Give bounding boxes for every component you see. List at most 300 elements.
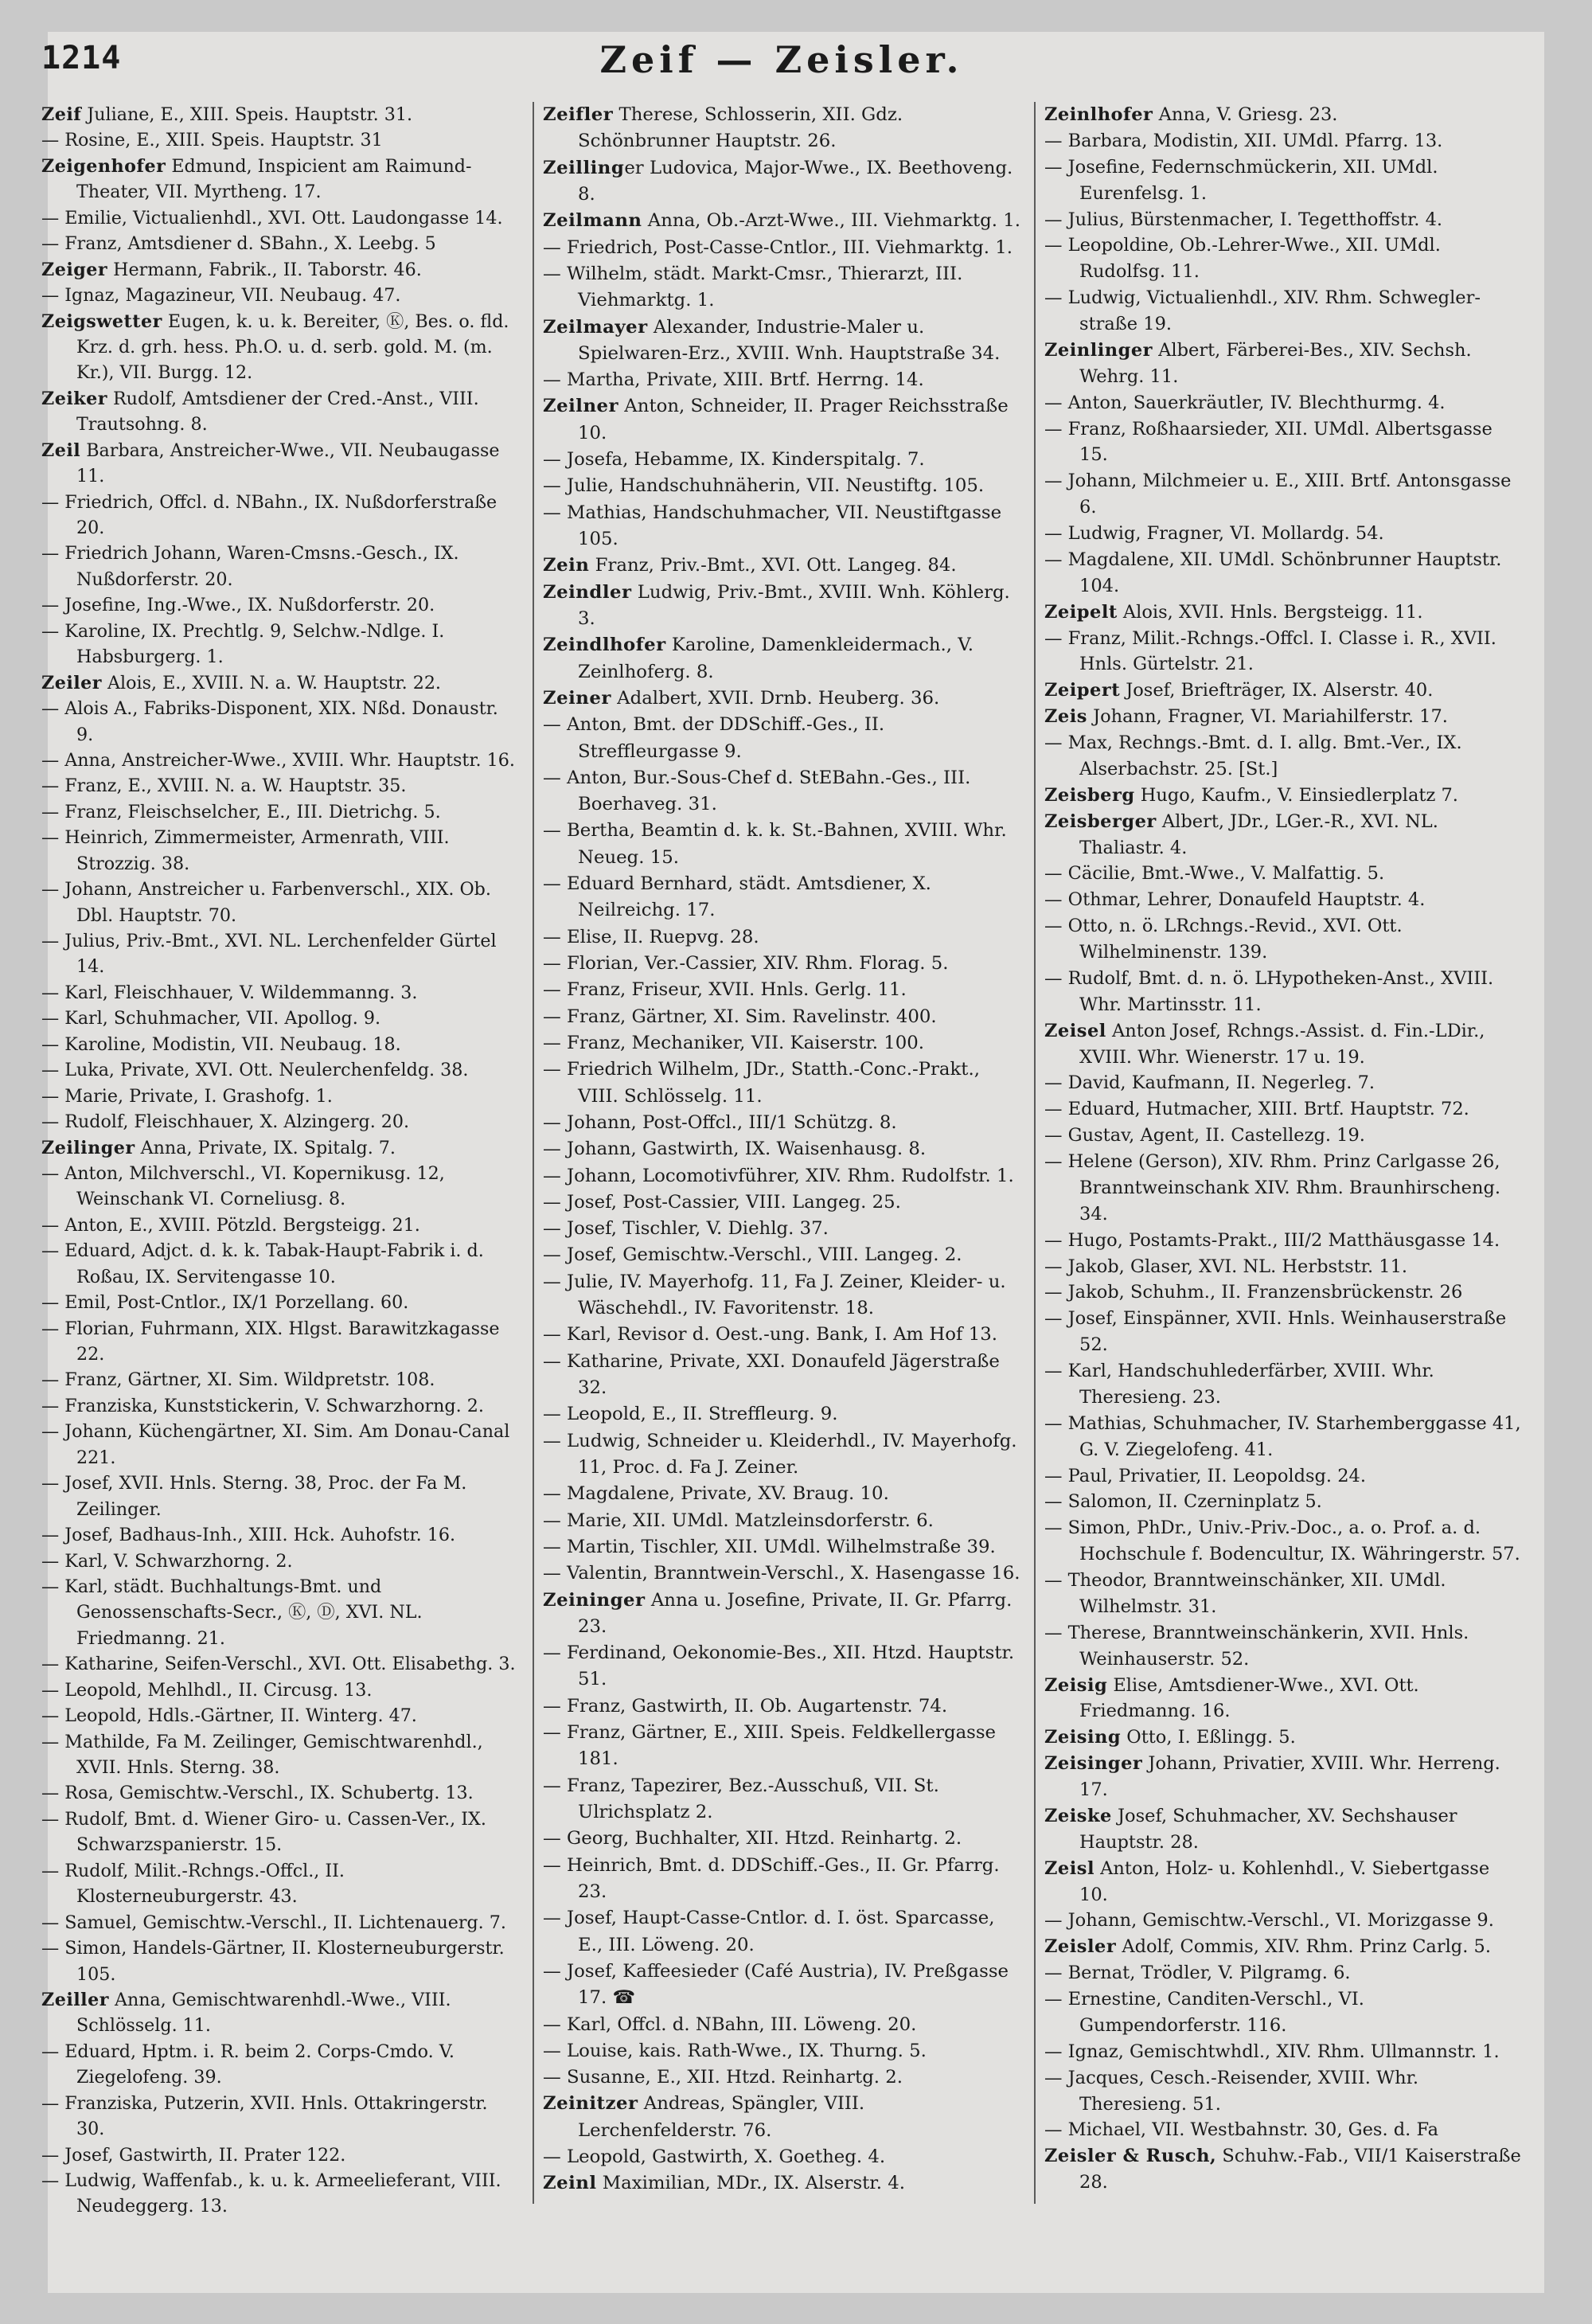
- entry-surname: Zeis: [1044, 706, 1087, 728]
- entry-text: Anton, Holz- u. Kohlenhdl., V. Siebertgasse 10.: [1079, 1857, 1490, 1905]
- entry-text: — Alois A., Fabriks-Disponent, XIX. Nßd. Donaustr. 9.: [41, 698, 498, 745]
- entry-text: — Rudolf, Milit.-Rchngs.-Offcl., II. Klosterneuburgerstr. 43.: [41, 1860, 345, 1908]
- directory-entry: [1044, 913, 1524, 966]
- entry-text: — Magdalene, XII. UMdl. Schönbrunner Hauptstr. 104.: [1044, 549, 1502, 596]
- entry-text: — Franz, Milit.-Rchngs.-Offcl. I. Classe i. R., XVII. Hnls. Gürtelstr. 21.: [1044, 627, 1496, 675]
- directory-entry: [41, 283, 521, 308]
- entry-text: Albert, JDr., LGer.-R., XVI. NL. Thaliastr. 4.: [1079, 810, 1438, 858]
- entry-text: — Jakob, Glaser, XVI. NL. Herbststr. 11.: [1044, 1256, 1408, 1277]
- entry-text: — Karl, städt. Buchhaltungs-Bmt. und Genossenschafts-Secr., Ⓚ, Ⓓ, XVI. NL. Friedmanng. 21.: [41, 1576, 423, 1649]
- entry-surname: Zeif: [41, 104, 82, 125]
- directory-entry: [41, 154, 521, 205]
- entry-text: — Eduard, Hutmacher, XIII. Brtf. Hauptstr. 72.: [1044, 1099, 1469, 1120]
- entry-text: — Rudolf, Bmt. d. Wiener Giro- u. Cassen-Ver., IX. Schwarzspanierstr. 15.: [41, 1808, 486, 1856]
- entry-text: — Susanne, E., XII. Htzd. Reinhartg. 2.: [543, 2067, 903, 2088]
- entry-text: Hugo, Kaufm., V. Einsiedlerplatz 7.: [1134, 784, 1458, 806]
- directory-entry: [41, 670, 521, 696]
- entry-surname: Zeiske: [1044, 1805, 1112, 1826]
- entry-text: — Franz, Gärtner, XI. Sim. Wildpretstr. 108.: [41, 1369, 435, 1391]
- entry-text: — Leopold, E., II. Streffleurg. 9.: [543, 1404, 838, 1425]
- directory-entry: [41, 1729, 521, 1781]
- directory-entry: [543, 2091, 1022, 2144]
- directory-entry: [1044, 1149, 1524, 1228]
- entry-text: — Salomon, II. Czerninplatz 5.: [1044, 1491, 1322, 1513]
- directory-entry: [1044, 154, 1524, 207]
- directory-entry: [41, 1161, 521, 1213]
- directory-entry: [1044, 2143, 1524, 2196]
- entry-text: — Franz, Amtsdiener d. SBahn., X. Leebg. 5: [41, 233, 436, 255]
- entry-text: — Anna, Anstreicher-Wwe., XVIII. Whr. Hauptstr. 16.: [41, 749, 515, 771]
- directory-entry: [41, 1316, 521, 1368]
- directory-entry: [1044, 1463, 1524, 1490]
- directory-entry: [1044, 704, 1524, 730]
- directory-entry: [41, 309, 521, 386]
- directory-entry: [41, 825, 521, 877]
- directory-entry: [543, 924, 1022, 951]
- directory-entry: [41, 205, 521, 231]
- entry-surname: Zeiker: [41, 388, 107, 409]
- directory-entry: [1044, 390, 1524, 416]
- directory-entry: [1044, 730, 1524, 783]
- directory-entry: [543, 500, 1022, 553]
- directory-entry: [41, 1651, 521, 1677]
- entry-text: — Ernestine, Canditen-Verschl., VI. Gumpendorferstr. 116.: [1044, 1989, 1364, 2036]
- directory-entry: [41, 1935, 521, 1987]
- directory-entry: [1044, 416, 1524, 469]
- entry-text: — Martha, Private, XIII. Brtf. Herrng. 14.: [543, 369, 924, 391]
- directory-entry: [1044, 678, 1524, 704]
- entry-text: — Karl, Revisor d. Oest.-ung. Bank, I. Am Hof 13.: [543, 1324, 997, 1346]
- entry-text: — Heinrich, Bmt. d. DDSchiff.-Ges., II. Gr. Pfarrg. 23.: [543, 1854, 1000, 1902]
- entry-text: — Jacques, Cesch.-Reisender, XVIII. Whr. Theresieng. 51.: [1044, 2067, 1419, 2115]
- entry-text: — Eduard, Hptm. i. R. beim 2. Corps-Cmdo. V. Ziegelofeng. 39.: [41, 2041, 455, 2088]
- directory-entry: [41, 1522, 521, 1548]
- directory-entry: [543, 977, 1022, 1003]
- entry-text: — Simon, Handels-Gärtner, II. Klosterneuburgerstr. 105.: [41, 1938, 505, 1985]
- entry-text: Anna, Gemischtwarenhdl.-Wwe., VIII. Schlösselg. 11.: [76, 1989, 451, 2037]
- directory-entry: [543, 1693, 1022, 1720]
- entry-text: — Julie, Handschuhnäherin, VII. Neustiftg. 105.: [543, 475, 985, 497]
- directory-entry: [41, 1084, 521, 1109]
- entry-text: — Anton, Milchverschl., VI. Kopernikusg. 12, Weinschank VI. Corneliusg. 8.: [41, 1162, 445, 1210]
- entry-text: — Florian, Fuhrmann, XIX. Hlgst. Barawitzkagasse 22.: [41, 1318, 500, 1365]
- entry-text: — Karl, V. Schwarzhorng. 2.: [41, 1550, 293, 1572]
- directory-entry: [41, 1135, 521, 1161]
- directory-entry: [41, 619, 521, 670]
- directory-entry: [543, 1322, 1022, 1348]
- entry-text: Ludwig, Priv.-Bmt., XVIII. Wnh. Köhlerg. 3.: [578, 581, 1010, 629]
- entry-text: — Ludwig, Victualienhdl., XIV. Rhm. Schwegler-straße 19.: [1044, 287, 1481, 334]
- entry-text: Edmund, Inspicient am Raimund-Theater, VII. Myrtheng. 17.: [76, 155, 472, 203]
- entry-text: Adolf, Commis, XIV. Rhm. Prinz Carlg. 5.: [1116, 1936, 1491, 1958]
- directory-entry: [543, 553, 1022, 579]
- entry-text: — Marie, Private, I. Grashofg. 1.: [41, 1085, 333, 1107]
- directory-entry: [41, 1032, 521, 1057]
- directory-entry: [543, 1959, 1022, 2012]
- entry-surname: Zeiger: [41, 259, 108, 280]
- directory-entry: [543, 102, 1022, 155]
- entry-text: — Julius, Priv.-Bmt., XVI. NL. Lerchenfelder Gürtel 14.: [41, 931, 497, 978]
- entry-text: — Bertha, Beamtin d. k. k. St.-Bahnen, XVIII. Whr. Neueg. 15.: [543, 820, 1007, 868]
- directory-entry: [41, 2039, 521, 2091]
- entry-text: — Therese, Branntweinschänkerin, XVII. Hnls. Weinhauserstr. 52.: [1044, 1622, 1469, 1670]
- directory-entry: [1044, 861, 1524, 887]
- directory-entry: [543, 473, 1022, 499]
- entry-text: — Hugo, Postamts-Prakt., III/2 Matthäusgasse 14.: [1044, 1229, 1500, 1251]
- directory-entry: [543, 1640, 1022, 1693]
- entry-text: er Ludovica, Major-Wwe., IX. Beethoveng. 8.: [578, 157, 1013, 205]
- entry-text: — Eduard Bernhard, städt. Amtsdiener, X. Neilreichg. 17.: [543, 873, 931, 921]
- entry-text: — Leopoldine, Ob.-Lehrer-Wwe., XII. UMdl. Rudolfsg. 11.: [1044, 235, 1441, 283]
- page-number: 1214: [41, 40, 122, 76]
- entry-surname: Zeininger: [543, 1589, 646, 1611]
- directory-entry: [1044, 1070, 1524, 1096]
- entry-surname: Zeiller: [41, 1989, 109, 2010]
- directory-entry: [41, 231, 521, 256]
- entry-text: — Ludwig, Fragner, VI. Mollardg. 54.: [1044, 523, 1384, 544]
- entry-text: — Theodor, Branntweinschänker, XII. UMdl. Wilhelmstr. 31.: [1044, 1570, 1446, 1617]
- entry-text: — Leopold, Hdls.-Gärtner, II. Winterg. 47.: [41, 1705, 417, 1727]
- entry-text: — Franziska, Kunststickerin, V. Schwarzhorng. 2.: [41, 1395, 484, 1416]
- entry-text: — Anton, E., XVIII. Pötzld. Bergsteigg. 21.: [41, 1214, 420, 1236]
- directory-entry: [41, 2168, 521, 2220]
- entry-surname: Zeisler & Rusch,: [1044, 2146, 1217, 2167]
- directory-entry: [1044, 783, 1524, 809]
- entry-text: — Simon, PhDr., Univ.-Priv.-Doc., a. o. Prof. a. d. Hochschule f. Bodencultur, IX. Währingerstr. 57.: [1044, 1517, 1520, 1565]
- directory-entry: [41, 2142, 521, 2168]
- entry-text: — Louise, kais. Rath-Wwe., IX. Thurng. 5.: [543, 2040, 927, 2061]
- entry-text: — Josef, Badhaus-Inh., XIII. Hck. Auhofstr. 16.: [41, 1525, 456, 1546]
- entry-text: — Ignaz, Gemischtwhdl., XIV. Rhm. Ullmannstr. 1.: [1044, 2041, 1500, 2062]
- entry-text: — Emil, Post-Cntlor., IX/1 Porzellang. 60.: [41, 1292, 409, 1314]
- directory-entry: [41, 1238, 521, 1290]
- entry-text: — Magdalene, Private, XV. Braug. 10.: [543, 1483, 889, 1505]
- directory-entry: [41, 386, 521, 438]
- directory-entry: [543, 235, 1022, 261]
- directory-entry: [543, 951, 1022, 977]
- entry-text: — Othmar, Lehrer, Donaufeld Hauptstr. 4.: [1044, 889, 1426, 911]
- directory-entry: [1044, 1856, 1524, 1908]
- directory-entry: [543, 712, 1022, 765]
- directory-entry: [543, 871, 1022, 924]
- entry-text: Adalbert, XVII. Drnb. Heuberg. 36.: [611, 687, 940, 709]
- entry-text: — Georg, Buchhalter, XII. Htzd. Reinhartg. 2.: [543, 1828, 962, 1849]
- entry-text: — Franz, Fleischselcher, E., III. Dietrichg. 5.: [41, 801, 441, 822]
- entry-text: — Katharine, Seifen-Verschl., XVI. Ott. Elisabethg. 3.: [41, 1654, 516, 1675]
- entry-text: Alois, XVII. Hnls. Bergsteigg. 11.: [1117, 601, 1423, 623]
- directory-entry: [41, 257, 521, 283]
- directory-entry: [1044, 2117, 1524, 2143]
- entry-surname: Zein: [543, 555, 590, 576]
- entry-text: Alois, E., XVIII. N. a. W. Hauptstr. 22.: [101, 672, 441, 693]
- entry-text: — Ludwig, Waffenfab., k. u. k. Armeelieferant, VIII. Neudeggerg. 13.: [41, 2170, 501, 2217]
- entry-text: — Anton, Sauerkräutler, IV. Blechthurmg. 4.: [1044, 392, 1446, 413]
- entry-text: — Karl, Offcl. d. NBahn, III. Löweng. 20.: [543, 2013, 917, 2035]
- entry-text: — Cäcilie, Bmt.-Wwe., V. Malfattig. 5.: [1044, 863, 1385, 885]
- entry-surname: Zeisig: [1044, 1674, 1108, 1696]
- directory-entry: [1044, 887, 1524, 913]
- directory-entry: [543, 1560, 1022, 1587]
- directory-entry: [1044, 1306, 1524, 1358]
- directory-entry: [1044, 1908, 1524, 1934]
- directory-entry: [41, 1419, 521, 1471]
- entry-surname: Zeinlhofer: [1044, 104, 1153, 125]
- directory-entry: [543, 1905, 1022, 1959]
- entry-text: Anna, V. Griesg. 23.: [1153, 104, 1338, 125]
- directory-entry: [1044, 285, 1524, 338]
- directory-entry: [1044, 1279, 1524, 1306]
- entry-text: — Josefa, Hebamme, IX. Kinderspitalg. 7.: [543, 449, 925, 471]
- entry-text: — Jakob, Schuhm., II. Franzensbrückenstr. 26: [1044, 1282, 1463, 1303]
- entry-text: — Michael, VII. Westbahnstr. 30, Ges. d. Fa: [1044, 2119, 1438, 2141]
- entry-text: — Martin, Tischler, XII. UMdl. Wilhelmstraße 39.: [543, 1536, 996, 1557]
- directory-entry: [1044, 1673, 1524, 1725]
- directory-entry: [1044, 1228, 1524, 1254]
- directory-entry: [1044, 521, 1524, 547]
- entry-surname: Zeilmann: [543, 210, 642, 232]
- entry-text: Albert, Färberei-Bes., XIV. Sechsh. Wehrg. 11.: [1079, 339, 1472, 387]
- directory-entry: [543, 393, 1022, 447]
- directory-entry: [41, 592, 521, 618]
- directory-entry: [41, 1549, 521, 1574]
- entry-surname: Zeindler: [543, 581, 632, 603]
- entry-text: Karoline, Damenkleidermach., V. Zeinlhoferg. 8.: [578, 635, 974, 682]
- directory-entry: [543, 367, 1022, 393]
- directory-entry: [543, 765, 1022, 818]
- entry-text: — Franziska, Putzerin, XVII. Hnls. Ottakringerstr. 30.: [41, 2092, 488, 2140]
- entry-text: — Bernat, Trödler, V. Pilgramg. 6.: [1044, 1963, 1351, 1984]
- directory-entry: [1044, 338, 1524, 390]
- directory-entry: [1044, 2039, 1524, 2065]
- directory-entry: [1044, 1751, 1524, 1803]
- entry-text: — Johann, Gastwirth, IX. Waisenhausg. 8.: [543, 1139, 927, 1160]
- directory-entry: [543, 685, 1022, 712]
- entry-text: — Karl, Schuhmacher, VII. Apollog. 9.: [41, 1008, 381, 1029]
- entry-text: Juliane, E., XIII. Speis. Hauptstr. 31.: [81, 104, 412, 125]
- entry-surname: Zeilling: [543, 157, 625, 178]
- entry-text: Maximilian, MDr., IX. Alserstr. 4.: [596, 2173, 905, 2194]
- directory-entry: [1044, 809, 1524, 861]
- entry-text: — Josef, Kaffeesieder (Café Austria), IV. Preßgasse 17. ☎: [543, 1960, 1009, 2009]
- entry-text: — Eduard, Adjct. d. k. k. Tabak-Haupt-Fabrik i. d. Roßau, IX. Servitengasse 10.: [41, 1240, 484, 1287]
- entry-surname: Zeisel: [1044, 1020, 1106, 1041]
- entry-text: — Heinrich, Zimmermeister, Armenrath, VIII. Strozzig. 38.: [41, 827, 450, 874]
- entry-surname: Zeindlhofer: [543, 635, 666, 656]
- directory-entry: [41, 773, 521, 799]
- directory-entry: [543, 1216, 1022, 1242]
- entry-text: — Julius, Bürstenmacher, I. Tegetthoffstr. 4.: [1044, 209, 1443, 230]
- entry-text: — Anton, Bur.-Sous-Chef d. StEBahn.-Ges., III. Boerhaveg. 31.: [543, 767, 971, 815]
- entry-text: — Gustav, Agent, II. Castellezg. 19.: [1044, 1125, 1365, 1146]
- entry-text: — Friedrich Wilhelm, JDr., Statth.-Conc.-Prakt., VIII. Schlösselg. 11.: [543, 1059, 980, 1107]
- entry-text: — Josef, Gemischtw.-Verschl., VIII. Langeg. 2.: [543, 1244, 962, 1266]
- entry-text: — Rosine, E., XIII. Speis. Hauptstr. 31: [41, 130, 383, 151]
- entry-surname: Zeisl: [1044, 1857, 1095, 1879]
- entry-text: — Karoline, IX. Prechtlg. 9, Selchw.-Ndlge. I. Habsburgerg. 1.: [41, 620, 445, 668]
- entry-text: — Ignaz, Magazineur, VII. Neubaug. 47.: [41, 285, 401, 307]
- entry-text: — Franz, E., XVIII. N. a. W. Hauptstr. 35.: [41, 775, 407, 797]
- directory-entry: [543, 1481, 1022, 1507]
- entry-text: Hermann, Fabrik., II. Taborstr. 46.: [107, 259, 422, 280]
- directory-entry: [41, 1109, 521, 1135]
- directory-entry: [1044, 102, 1524, 128]
- entry-text: — Rosa, Gemischtw.-Verschl., IX. Schubertg. 13.: [41, 1783, 474, 1804]
- directory-entry: [41, 877, 521, 928]
- entry-text: — Johann, Locomotivführer, XIV. Rhm. Rudolfstr. 1.: [543, 1165, 1014, 1186]
- directory-entry: [41, 102, 521, 127]
- entry-text: — Josef, Post-Cassier, VIII. Langeg. 25.: [543, 1191, 901, 1213]
- directory-entry: [41, 1678, 521, 1703]
- entry-surname: Zeilner: [543, 396, 619, 417]
- directory-entry: [543, 447, 1022, 473]
- entry-text: — Barbara, Modistin, XII. UMdl. Pfarrg. 13.: [1044, 130, 1443, 151]
- entry-text: — Josefine, Federnschmückerin, XII. UMdl. Eurenfelsg. 1.: [1044, 156, 1438, 204]
- entry-text: Therese, Schlosserin, XII. Gdz. Schönbrunner Hauptstr. 26.: [578, 104, 903, 152]
- entry-text: — Josefine, Ing.-Wwe., IX. Nußdorferstr. 20.: [41, 595, 435, 616]
- entry-text: — Mathias, Handschuhmacher, VII. Neustiftgasse 105.: [543, 502, 1002, 549]
- directory-entry: [543, 1773, 1022, 1826]
- entry-surname: Zeising: [1044, 1727, 1122, 1748]
- entry-text: Josef, Schuhmacher, XV. Sechshauser Hauptstr. 28.: [1079, 1805, 1457, 1853]
- entry-surname: Zeigswetter: [41, 311, 162, 332]
- entry-text: — Johann, Anstreicher u. Farbenverschl., XIX. Ob. Dbl. Hauptstr. 70.: [41, 879, 491, 926]
- entry-text: — Josef, Haupt-Casse-Cntlor. d. I. öst. Sparcasse, E., III. Löweng. 20.: [543, 1908, 995, 1955]
- directory-entry: [41, 1213, 521, 1238]
- entry-surname: Zeinl: [543, 2173, 597, 2194]
- directory-entry: [41, 748, 521, 773]
- entry-text: — Max, Rechngs.-Bmt. d. I. allg. Bmt.-Ver., IX. Alserbachstr. 25. [St.]: [1044, 732, 1462, 779]
- directory-entry: [41, 1574, 521, 1651]
- directory-entry: [543, 1508, 1022, 1534]
- directory-entry: [543, 1057, 1022, 1110]
- directory-entry: [543, 1004, 1022, 1030]
- directory-entry: [543, 1136, 1022, 1162]
- entry-text: — Johann, Gemischtw.-Verschl., VI. Morizgasse 9.: [1044, 1910, 1494, 1931]
- directory-entry: [1044, 207, 1524, 233]
- entry-text: — Julie, IV. Mayerhofg. 11, Fa J. Zeiner, Kleider- u. Wäschehdl., IV. Favoritenstr. 18.: [543, 1271, 1006, 1319]
- directory-entry: [543, 1853, 1022, 1906]
- entry-text: Andreas, Spängler, VIII. Lerchenfelderstr. 76.: [578, 2093, 865, 2141]
- directory-entry: [543, 2038, 1022, 2064]
- entry-surname: Zeisler: [1044, 1936, 1117, 1958]
- entry-text: — Johann, Milchmeier u. E., XIII. Brtf. Antonsgasse 6.: [1044, 471, 1512, 518]
- entry-text: — Franz, Mechaniker, VII. Kaiserstr. 100.: [543, 1032, 925, 1053]
- directory-entry: [41, 1987, 521, 2039]
- entry-text: — Leopold, Gastwirth, X. Goetheg. 4.: [543, 2146, 886, 2168]
- directory-entry: [543, 208, 1022, 234]
- directory-entry: [41, 928, 521, 980]
- entry-text: — Friedrich, Post-Casse-Cntlor., III. Viehmarktg. 1.: [543, 236, 1013, 258]
- entry-text: — Franz, Gärtner, E., XIII. Speis. Feldkellergasse 181.: [543, 1722, 997, 1770]
- entry-surname: Zeinitzer: [543, 2093, 638, 2115]
- entry-surname: Zeiler: [41, 672, 102, 693]
- directory-entry: [1044, 1096, 1524, 1123]
- entry-text: — Helene (Gerson), XIV. Rhm. Prinz Carlgasse 26, Branntweinschank XIV. Rhm. Braunhirscheng. 34.: [1044, 1151, 1501, 1224]
- entry-surname: Zeiner: [543, 687, 611, 709]
- directory-entry: [41, 1910, 521, 1935]
- entry-text: Alexander, Industrie-Maler u. Spielwaren-Erz., XVIII. Wnh. Hauptstraße 34.: [578, 316, 1001, 364]
- directory-entry: [41, 438, 521, 490]
- entry-surname: Zeigenhofer: [41, 155, 166, 177]
- entry-text: — Ferdinand, Oekonomie-Bes., XII. Htzd. Hauptstr. 51.: [543, 1642, 1015, 1690]
- entry-surname: Zeifler: [543, 104, 614, 125]
- directory-entry: [543, 1242, 1022, 1268]
- entry-text: — Leopold, Mehlhdl., II. Circusg. 13.: [41, 1679, 373, 1701]
- directory-entry: [41, 1057, 521, 1083]
- directory-entry: [1044, 547, 1524, 600]
- entry-text: — Franz, Gärtner, XI. Sim. Ravelinstr. 400.: [543, 1006, 937, 1027]
- directory-entry: [1044, 1123, 1524, 1149]
- directory-entry: [543, 1588, 1022, 1641]
- entry-text: Rudolf, Amtsdiener der Cred.-Anst., VIII. Trautsohng. 8.: [76, 388, 479, 436]
- directory-entry: [41, 1471, 521, 1522]
- directory-entry: [543, 2064, 1022, 2091]
- entry-text: Schuhw.-Fab., VII/1 Kaiserstraße 28.: [1079, 2146, 1521, 2193]
- entry-surname: Zeisberger: [1044, 810, 1157, 832]
- entry-text: — Franz, Gastwirth, II. Ob. Augartenstr. 74.: [543, 1695, 948, 1717]
- entry-text: Eugen, k. u. k. Bereiter, Ⓚ, Bes. o. fld. Krz. d. grh. hess. Ph.O. u. d. serb. gold. M. (m. Kr.), VII. Burgg. 12.: [76, 311, 509, 384]
- directory-entry: [1044, 626, 1524, 678]
- entry-text: — Karl, Handschuhlederfärber, XVIII. Whr. Theresieng. 23.: [1044, 1361, 1434, 1408]
- directory-entry: [543, 1269, 1022, 1322]
- directory-entry: [1044, 1986, 1524, 2039]
- directory-column-1: [41, 102, 521, 2244]
- entry-text: — Rudolf, Bmt. d. n. ö. LHypotheken-Anst., XVIII. Whr. Martinsstr. 11.: [1044, 967, 1494, 1015]
- directory-entry: [1044, 1620, 1524, 1673]
- directory-entry: [543, 1030, 1022, 1057]
- directory-entry: [543, 2012, 1022, 2038]
- entry-text: — Franz, Roßhaarsieder, XII. UMdl. Albertsgasse 15.: [1044, 418, 1492, 466]
- directory-entry: [1044, 1568, 1524, 1620]
- entry-text: — Mathilde, Fa M. Zeilinger, Gemischtwarenhdl., XVII. Hnls. Sterng. 38.: [41, 1731, 483, 1778]
- directory-columns: [41, 102, 1521, 2244]
- entry-text: Anna, Private, IX. Spitalg. 7.: [135, 1137, 396, 1158]
- directory-entry: [543, 1534, 1022, 1560]
- entry-surname: Zeilinger: [41, 1137, 135, 1158]
- entry-text: — Katharine, Private, XXI. Donaufeld Jägerstraße 32.: [543, 1350, 1000, 1398]
- entry-text: — David, Kaufmann, II. Negerleg. 7.: [1044, 1072, 1375, 1094]
- directory-entry: [543, 1720, 1022, 1773]
- directory-entry: [543, 2144, 1022, 2170]
- entry-text: — Franz, Friseur, XVII. Hnls. Gerlg. 11.: [543, 979, 907, 1001]
- entry-text: — Valentin, Branntwein-Verschl., X. Hasengasse 16.: [543, 1563, 1020, 1584]
- entry-text: Josef, Briefträger, IX. Alserstr. 40.: [1120, 680, 1434, 701]
- entry-text: — Mathias, Schuhmacher, IV. Starhemberggasse 41, G. V. Ziegelofeng. 41.: [1044, 1412, 1521, 1460]
- directory-entry: [1044, 1803, 1524, 1856]
- running-title: Zeif — Zeisler.: [599, 38, 964, 81]
- entry-text: — Paul, Privatier, II. Leopoldsg. 24.: [1044, 1465, 1367, 1486]
- directory-entry: [41, 799, 521, 825]
- directory-entry: [543, 261, 1022, 314]
- directory-entry: [1044, 1018, 1524, 1071]
- directory-entry: [41, 980, 521, 1006]
- entry-text: Franz, Priv.-Bmt., XVI. Ott. Langeg. 84.: [589, 555, 957, 576]
- directory-entry: [41, 1806, 521, 1858]
- entry-text: — Marie, XII. UMdl. Matzleinsdorferstr. 6.: [543, 1510, 934, 1531]
- directory-entry: [543, 632, 1022, 685]
- directory-entry: [41, 1780, 521, 1806]
- directory-entry: [1044, 1724, 1524, 1751]
- directory-entry: [1044, 1411, 1524, 1463]
- entry-text: Barbara, Anstreicher-Wwe., VII. Neubaugasse 11.: [76, 439, 500, 487]
- directory-entry: [543, 580, 1022, 633]
- directory-entry: [1044, 1358, 1524, 1411]
- entry-text: Anna u. Josefine, Private, II. Gr. Pfarrg. 23.: [578, 1589, 1013, 1637]
- page-header: [41, 25, 1522, 89]
- directory-entry: [41, 696, 521, 748]
- entry-surname: Zeinlinger: [1044, 339, 1153, 361]
- directory-entry: [543, 155, 1022, 209]
